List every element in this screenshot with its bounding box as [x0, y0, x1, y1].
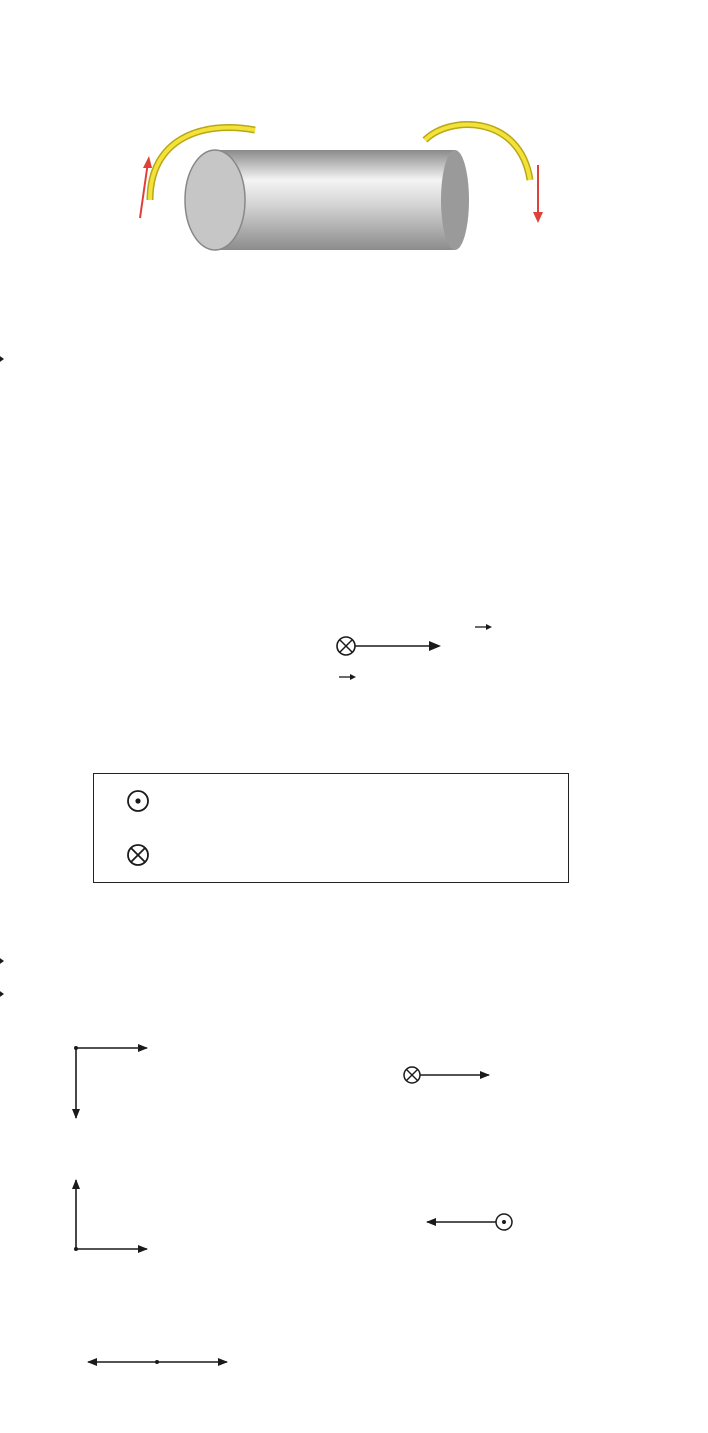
legend-row-in [94, 830, 568, 880]
core-end-face [185, 150, 245, 250]
option-diagrams [0, 1020, 708, 1420]
option-b-diagram[interactable] [74, 1180, 147, 1251]
situation-paragraph [3, 338, 693, 371]
solenoid-figure [0, 100, 708, 290]
option-e-diagram[interactable] [427, 1214, 512, 1230]
field-arrowhead-icon [429, 641, 441, 651]
dot-circle-icon [126, 789, 150, 813]
question-paragraph [3, 937, 693, 1003]
cross-circle-icon [126, 843, 150, 867]
solenoid-core [215, 150, 455, 250]
option-c-diagram[interactable] [88, 1360, 227, 1364]
option-a-diagram[interactable] [74, 1046, 147, 1118]
current-arrow-down-icon [533, 212, 543, 223]
cross-section-figure [0, 560, 708, 730]
legend-box [93, 773, 569, 883]
current-arrow-up-icon [143, 156, 152, 168]
legend-row-out [94, 776, 568, 826]
option-d-diagram[interactable] [404, 1067, 489, 1083]
